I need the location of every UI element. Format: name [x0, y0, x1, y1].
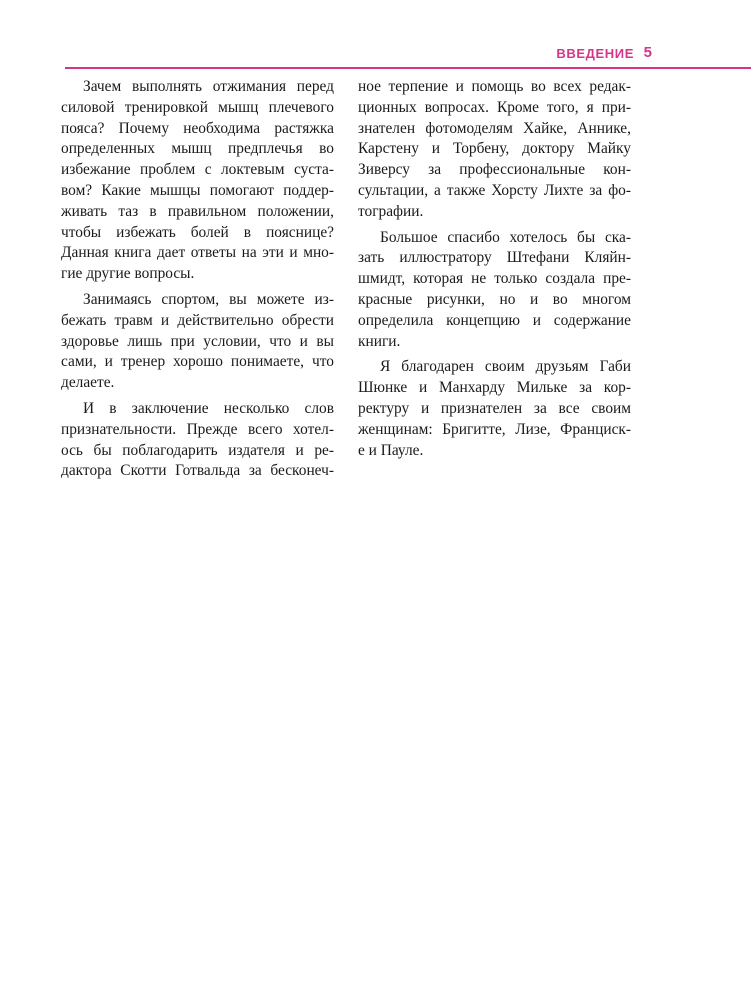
text-line: Зачем выполнять отжимания перед [83, 78, 334, 95]
text-line: гие другие вопросы. [61, 265, 195, 283]
paragraph [358, 357, 631, 461]
paragraph [358, 77, 631, 223]
paragraph [61, 77, 334, 285]
text-line: шмидт, которая не только создала пре- [358, 270, 631, 288]
text-line: зать иллюстратору Штефани Кляйн- [358, 249, 631, 267]
text-line: ное терпение и помощь во всех редак- [358, 78, 631, 95]
text-line: бежать травм и действительно обрести [61, 311, 334, 329]
paragraph [61, 290, 334, 394]
left-text-column [61, 77, 334, 482]
text-line: здоровье лишь при условии, что и вы [61, 332, 334, 350]
right-text-column [358, 77, 631, 461]
text-line: ректуру и признателен за все своим [358, 399, 631, 417]
text-line: красные рисунки, но и во многом [358, 290, 631, 308]
text-line: делаете. [61, 374, 115, 392]
header-rule [65, 67, 751, 69]
text-line: книги. [358, 332, 401, 350]
text-line: силовой тренировкой мышц плечевого [61, 98, 334, 116]
text-line: женщинам: Бригитте, Лизе, Франциск- [358, 420, 631, 438]
text-line: пояса? Почему необходима растяжка [61, 119, 334, 137]
text-line: вом? Какие мышцы помогают поддер- [61, 181, 334, 199]
text-line: Данная книга дает ответы на эти и мно- [61, 244, 334, 262]
text-line: избежание проблем с локтевым суста- [61, 161, 334, 179]
text-line: ось бы поблагодарить издателя и ре- [61, 441, 334, 459]
running-head-section-title: ВВЕДЕНИЕ [556, 46, 634, 61]
text-line: знателен фотомоделям Хайке, Аннике, [358, 119, 631, 137]
text-line: Большое спасибо хотелось бы ска- [380, 228, 631, 246]
text-line: Занимаясь спортом, вы можете из- [83, 290, 334, 308]
text-line: Зиверсу за профессиональные кон- [358, 161, 631, 179]
text-line: И в заключение несколько слов [83, 399, 334, 417]
text-line: дактора Скотти Готвальда за бесконеч- [61, 462, 334, 480]
text-line: е и Пауле. [358, 441, 424, 459]
text-line: признательности. Прежде всего хотел- [61, 420, 334, 438]
paragraph [61, 399, 334, 482]
paragraph [358, 228, 631, 353]
text-line: сами, и тренер хорошо понимаете, что [61, 353, 334, 371]
text-line: Я благодарен своим друзьям Габи [380, 358, 631, 376]
text-line: определенных мышц предплечья во [61, 140, 334, 158]
text-line: чтобы избежать болей в пояснице? [61, 223, 334, 241]
text-line: сультации, а также Хорсту Лихте за фо- [358, 181, 631, 199]
text-line: Шюнке и Манхарду Мильке за кор- [358, 379, 631, 397]
text-line: ционных вопросах. Кроме того, я при- [358, 98, 631, 116]
text-line: тографии. [358, 202, 424, 220]
text-line: определила концепцию и содержание [358, 311, 631, 329]
text-line: Карстену и Торбену, доктору Майку [358, 140, 631, 158]
text-line: живать таз в правильном положении, [61, 202, 334, 220]
page-number: 5 [643, 44, 652, 61]
